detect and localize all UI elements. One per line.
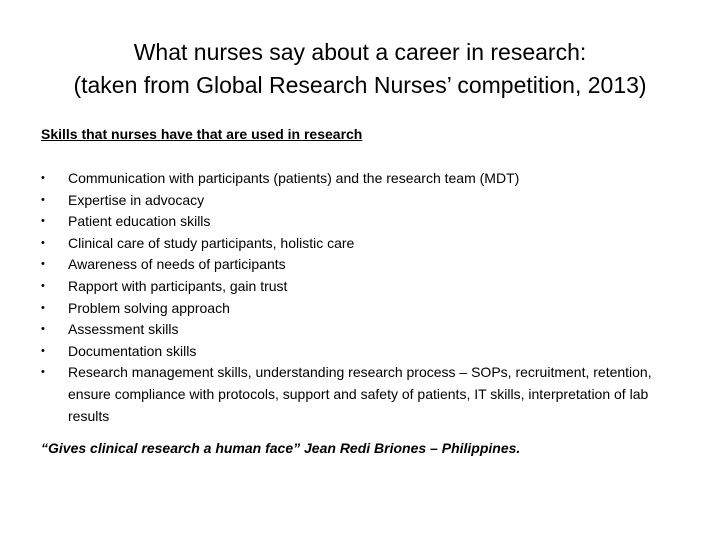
- slide-title-line-1: What nurses say about a career in research:: [133, 39, 587, 65]
- bullet-icon: •: [41, 366, 45, 379]
- list-item-text: Patient education skills: [68, 213, 211, 230]
- list-item: [41, 298, 691, 320]
- list-item: [41, 168, 691, 190]
- list-item: [41, 319, 691, 341]
- list-item-text: Rapport with participants, gain trust: [68, 277, 288, 294]
- list-item-text: Communication with participants (patients) and the research team (MDT): [68, 170, 520, 186]
- list-item: [41, 362, 691, 427]
- bullet-icon: •: [41, 301, 45, 314]
- list-item-text: Documentation skills: [68, 342, 197, 359]
- list-item-text: Problem solving approach: [68, 299, 230, 316]
- skills-list: [41, 168, 691, 427]
- slide-title-line-2: (taken from Global Research Nurses’ competition, 2013): [73, 72, 647, 98]
- list-item-text: Clinical care of study participants, holistic care: [68, 234, 355, 251]
- skills-subheading: Skills that nurses have that are used in research: [41, 126, 363, 142]
- list-item: [41, 276, 691, 298]
- bullet-icon: •: [41, 258, 45, 271]
- bullet-icon: •: [41, 172, 45, 184]
- list-item: [41, 190, 691, 212]
- list-item-text: Research management skills, understanding research process – SOPs, recruitment, retention, ensure compliance with protocols, support and safety of patients, IT skills, interpretation of lab results: [68, 364, 652, 424]
- list-item-text: Expertise in advocacy: [68, 191, 205, 208]
- list-item: [41, 233, 691, 255]
- list-item: [41, 211, 691, 233]
- nurse-quote: “Gives clinical research a human face” Jean Redi Briones – Philippines.: [41, 440, 521, 456]
- list-item-text: Assessment skills: [68, 321, 179, 338]
- list-item-text: Awareness of needs of participants: [68, 256, 286, 273]
- bullet-icon: •: [41, 193, 45, 206]
- bullet-icon: •: [41, 344, 45, 357]
- list-item: [41, 341, 691, 363]
- bullet-icon: •: [41, 215, 45, 228]
- bullet-icon: •: [41, 236, 45, 249]
- bullet-icon: •: [41, 279, 45, 292]
- slide-title: [20, 36, 700, 102]
- bullet-icon: •: [41, 323, 45, 336]
- list-item: [41, 254, 691, 276]
